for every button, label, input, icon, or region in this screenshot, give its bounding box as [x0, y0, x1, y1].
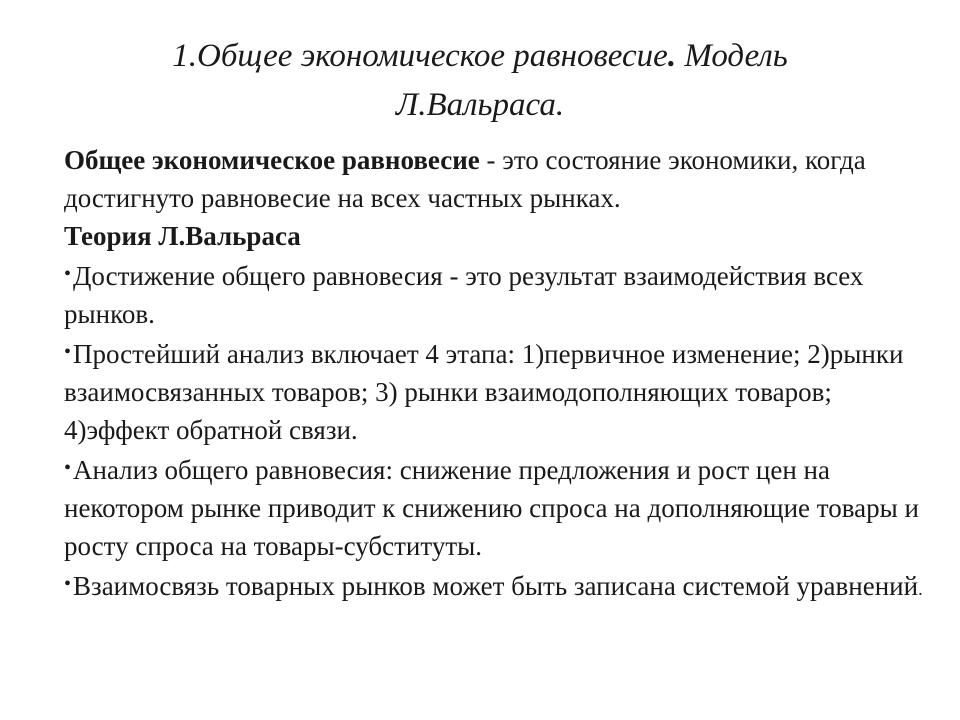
title-dot: .	[667, 38, 677, 74]
bullet-mark: •	[64, 263, 72, 285]
bullet-mark: •	[64, 457, 72, 479]
bullet-item	[64, 565, 934, 608]
bullet-item	[64, 449, 934, 565]
slide-body	[64, 141, 934, 608]
definition-paragraph	[64, 141, 934, 217]
definition-text: - это состояние экономики, когда достигнуто равновесие на всех частных рынках.	[64, 145, 866, 213]
title-part2: Модель	[676, 38, 788, 74]
bullet-text: Простейший анализ включает 4 этапа: 1)первичное изменение; 2)рынки взаимосвязанных товаров; 3) рынки взаимодополняющих товаров; 4)эффект обратной связи.	[64, 339, 904, 445]
bullet-text: Достижение общего равновесия - это результат взаимодействия всех рынков.	[64, 261, 864, 329]
bullet-text: Взаимосвязь товарных рынков может быть записана системой уравнений	[73, 571, 919, 601]
bullet-text: Анализ общего равновесия: снижение предложения и рост цен на некотором рынке приводит к снижению спроса на дополняющие товары и росту спроса на товары-субституты.	[64, 455, 919, 561]
last-dot: .	[918, 579, 923, 599]
title-part1: 1.Общее экономическое равновесие	[172, 38, 668, 74]
bullet-item	[64, 255, 934, 333]
slide-title	[60, 32, 900, 130]
bullet-mark: •	[64, 573, 72, 595]
theory-heading: Теория Л.Вальраса	[64, 221, 301, 251]
definition-term: Общее экономическое равновесие	[64, 145, 480, 175]
title-line2: Л.Вальраса.	[395, 87, 565, 123]
bullet-item	[64, 333, 934, 449]
bullet-mark: •	[64, 341, 72, 363]
